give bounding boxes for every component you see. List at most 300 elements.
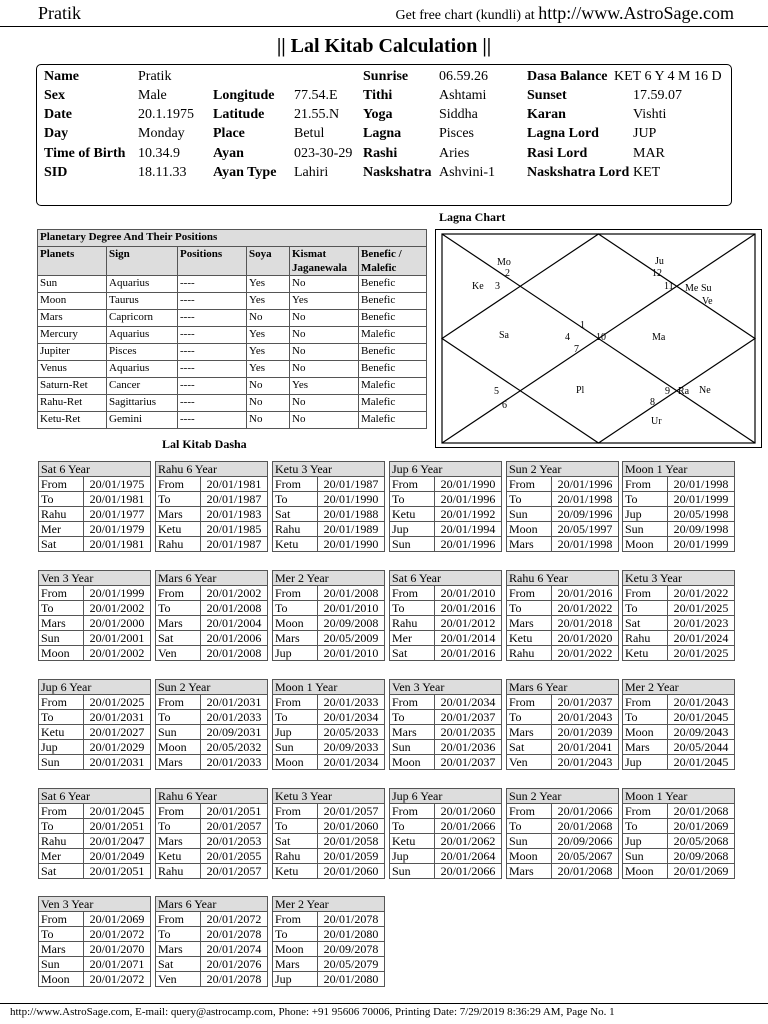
dasha-block-title: Moon 1 Year bbox=[623, 789, 735, 804]
dasha-row bbox=[156, 522, 268, 537]
planet-cell: Aquarius bbox=[107, 327, 178, 344]
dasha-date: 20/01/2000 bbox=[84, 616, 151, 631]
dasha-label: Jup bbox=[390, 849, 435, 864]
info-value: Pisces bbox=[439, 126, 474, 141]
dasha-label: Ketu bbox=[390, 834, 435, 849]
info-value: 10.34.9 bbox=[138, 146, 180, 161]
dasha-date: 20/01/1981 bbox=[201, 477, 268, 492]
dasha-date: 20/01/2035 bbox=[435, 725, 502, 740]
dasha-row bbox=[623, 507, 735, 522]
info-value: 023-30-29 bbox=[294, 146, 353, 161]
dasha-date: 20/05/2067 bbox=[552, 849, 619, 864]
dasha-row bbox=[390, 695, 502, 710]
dasha-row bbox=[390, 725, 502, 740]
dasha-row bbox=[39, 710, 151, 725]
planet-cell: Yes bbox=[247, 361, 290, 378]
dasha-date: 20/01/2047 bbox=[84, 834, 151, 849]
dasha-row bbox=[273, 912, 385, 927]
dasha-row bbox=[623, 695, 735, 710]
dasha-label: Rahu bbox=[623, 631, 668, 646]
dasha-row bbox=[273, 616, 385, 631]
dasha-label: From bbox=[39, 695, 84, 710]
planet-cell: No bbox=[247, 395, 290, 412]
dasha-row bbox=[39, 477, 151, 492]
dasha-row bbox=[273, 942, 385, 957]
dasha-label: From bbox=[273, 477, 318, 492]
dasha-date: 20/01/2069 bbox=[668, 819, 735, 834]
dasha-label: To bbox=[507, 819, 552, 834]
dasha-label: To bbox=[623, 601, 668, 616]
dasha-block bbox=[155, 896, 268, 987]
dasha-date: 20/01/2034 bbox=[435, 695, 502, 710]
dasha-label: Jup bbox=[39, 740, 84, 755]
dasha-block bbox=[506, 788, 619, 879]
dasha-date: 20/01/2051 bbox=[84, 819, 151, 834]
planet-row bbox=[38, 395, 427, 412]
dasha-date: 20/01/1999 bbox=[84, 586, 151, 601]
dasha-date: 20/01/2069 bbox=[84, 912, 151, 927]
dasha-label: Jup bbox=[623, 755, 668, 770]
dasha-date: 20/01/1996 bbox=[552, 477, 619, 492]
dasha-row bbox=[156, 972, 268, 987]
dasha-date: 20/01/2058 bbox=[318, 834, 385, 849]
info-label: Place bbox=[213, 126, 245, 141]
dasha-block-title: Ven 3 Year bbox=[39, 571, 151, 586]
dasha-row bbox=[156, 819, 268, 834]
dasha-label: Moon bbox=[390, 755, 435, 770]
dasha-date: 20/01/2020 bbox=[552, 631, 619, 646]
info-value: Pratik bbox=[138, 69, 172, 84]
info-value: Vishti bbox=[633, 107, 667, 122]
dasha-row bbox=[156, 755, 268, 770]
dasha-date: 20/01/1999 bbox=[668, 492, 735, 507]
lagna-label: Sa bbox=[499, 330, 509, 341]
dasha-date: 20/09/2031 bbox=[201, 725, 268, 740]
dasha-label: Moon bbox=[623, 537, 668, 552]
lagna-label: 4 bbox=[565, 332, 570, 343]
dasha-block-title: Sun 2 Year bbox=[156, 680, 268, 695]
dasha-row bbox=[623, 537, 735, 552]
dasha-row bbox=[156, 864, 268, 879]
dasha-row bbox=[507, 710, 619, 725]
dasha-label: Mars bbox=[273, 631, 318, 646]
dasha-label: To bbox=[273, 927, 318, 942]
info-label: Time of Birth bbox=[44, 146, 126, 161]
col-positions: Positions bbox=[178, 247, 247, 276]
info-value: 18.11.33 bbox=[138, 165, 187, 180]
info-value: Ashvini-1 bbox=[439, 165, 495, 180]
lagna-label: 9 bbox=[665, 386, 670, 397]
dasha-row bbox=[507, 834, 619, 849]
dasha-label: To bbox=[156, 927, 201, 942]
dasha-label: To bbox=[273, 710, 318, 725]
dasha-row bbox=[390, 492, 502, 507]
dasha-date: 20/01/2022 bbox=[668, 586, 735, 601]
dasha-row bbox=[390, 477, 502, 492]
dasha-row bbox=[156, 616, 268, 631]
dasha-date: 20/01/2062 bbox=[435, 834, 502, 849]
dasha-block-title: Sat 6 Year bbox=[39, 462, 151, 477]
dasha-label: Ketu bbox=[507, 631, 552, 646]
dasha-row bbox=[39, 537, 151, 552]
info-label: Ayan Type bbox=[213, 165, 277, 180]
dasha-date: 20/01/2066 bbox=[435, 864, 502, 879]
planet-cell: No bbox=[290, 344, 359, 361]
dasha-block bbox=[272, 896, 385, 987]
lagna-label: Ve bbox=[702, 296, 713, 307]
dasha-label: Sun bbox=[623, 849, 668, 864]
info-label: Karan bbox=[527, 107, 566, 122]
dasha-row bbox=[390, 586, 502, 601]
lagna-label: 5 bbox=[494, 386, 499, 397]
dasha-row bbox=[507, 804, 619, 819]
dasha-date: 20/01/1990 bbox=[318, 537, 385, 552]
lagna-label: 8 bbox=[650, 397, 655, 408]
planet-cell: Yes bbox=[247, 327, 290, 344]
dasha-label: Moon bbox=[156, 740, 201, 755]
info-label: Lagna Lord bbox=[527, 126, 599, 141]
header-name: Pratik bbox=[38, 3, 81, 23]
dasha-block-title: Mars 6 Year bbox=[156, 897, 268, 912]
dasha-row bbox=[390, 507, 502, 522]
dasha-date: 20/01/2002 bbox=[84, 601, 151, 616]
dasha-date: 20/01/2041 bbox=[552, 740, 619, 755]
dasha-date: 20/01/2008 bbox=[201, 646, 268, 661]
dasha-date: 20/01/2002 bbox=[201, 586, 268, 601]
dasha-row bbox=[507, 507, 619, 522]
dasha-label: Sat bbox=[390, 646, 435, 661]
dasha-row bbox=[273, 586, 385, 601]
dasha-date: 20/01/1981 bbox=[84, 537, 151, 552]
dasha-date: 20/01/2066 bbox=[435, 819, 502, 834]
planetary-table-body bbox=[38, 276, 427, 429]
dasha-row bbox=[39, 957, 151, 972]
dasha-row bbox=[623, 804, 735, 819]
dasha-date: 20/01/2034 bbox=[318, 755, 385, 770]
dasha-label: Jup bbox=[623, 834, 668, 849]
dasha-row bbox=[273, 477, 385, 492]
dasha-label: Moon bbox=[273, 616, 318, 631]
dasha-row bbox=[623, 725, 735, 740]
dasha-row bbox=[156, 725, 268, 740]
info-value: KET 6 Y 4 M 16 D bbox=[614, 69, 722, 84]
lagna-label: Ra bbox=[678, 386, 690, 397]
planet-cell: Mercury bbox=[38, 327, 107, 344]
dasha-row bbox=[156, 942, 268, 957]
dasha-date: 20/01/2024 bbox=[668, 631, 735, 646]
planet-row bbox=[38, 361, 427, 378]
dasha-label: From bbox=[623, 804, 668, 819]
planet-cell: Cancer bbox=[107, 378, 178, 395]
dasha-row bbox=[156, 804, 268, 819]
dasha-date: 20/01/1987 bbox=[201, 492, 268, 507]
dasha-row bbox=[390, 710, 502, 725]
dasha-block bbox=[155, 679, 268, 770]
dasha-block bbox=[389, 788, 502, 879]
dasha-date: 20/01/1988 bbox=[318, 507, 385, 522]
dasha-label: Moon bbox=[623, 725, 668, 740]
dasha-block-title: Mer 2 Year bbox=[273, 897, 385, 912]
dasha-row bbox=[507, 631, 619, 646]
dasha-block-title: Rahu 6 Year bbox=[156, 462, 268, 477]
dasha-label: From bbox=[39, 477, 84, 492]
dasha-date: 20/01/2076 bbox=[201, 957, 268, 972]
dasha-date: 20/01/1992 bbox=[435, 507, 502, 522]
planet-cell: Aquarius bbox=[107, 276, 178, 293]
planet-cell: Sun bbox=[38, 276, 107, 293]
dasha-label: To bbox=[156, 710, 201, 725]
dasha-row bbox=[507, 616, 619, 631]
planet-cell: ---- bbox=[178, 276, 247, 293]
info-value: Monday bbox=[138, 126, 185, 141]
dasha-row bbox=[390, 849, 502, 864]
dasha-date: 20/01/2036 bbox=[435, 740, 502, 755]
dasha-label: Sat bbox=[273, 834, 318, 849]
dasha-block-title: Mars 6 Year bbox=[507, 680, 619, 695]
dasha-row bbox=[39, 912, 151, 927]
info-value: KET bbox=[633, 165, 661, 180]
dasha-row bbox=[390, 864, 502, 879]
dasha-row bbox=[273, 601, 385, 616]
dasha-label: Moon bbox=[39, 646, 84, 661]
dasha-row bbox=[273, 864, 385, 879]
dasha-date: 20/01/1983 bbox=[201, 507, 268, 522]
info-value: Aries bbox=[439, 146, 470, 161]
dasha-date: 20/01/2010 bbox=[435, 586, 502, 601]
dasha-label: Ven bbox=[156, 646, 201, 661]
dasha-date: 20/09/2008 bbox=[318, 616, 385, 631]
planet-cell: Yes bbox=[247, 293, 290, 310]
info-value: Male bbox=[138, 88, 167, 103]
dasha-label: To bbox=[156, 819, 201, 834]
dasha-label: To bbox=[507, 601, 552, 616]
dasha-label: From bbox=[390, 804, 435, 819]
lagna-chart-title: Lagna Chart bbox=[439, 210, 506, 224]
dasha-row bbox=[390, 755, 502, 770]
dasha-label: To bbox=[390, 492, 435, 507]
dasha-date: 20/01/2068 bbox=[668, 804, 735, 819]
dasha-date: 20/09/2066 bbox=[552, 834, 619, 849]
dasha-date: 20/01/2037 bbox=[552, 695, 619, 710]
dasha-row bbox=[507, 586, 619, 601]
dasha-row bbox=[273, 927, 385, 942]
dasha-date: 20/01/2008 bbox=[318, 586, 385, 601]
planet-cell: ---- bbox=[178, 395, 247, 412]
dasha-row bbox=[390, 522, 502, 537]
dasha-block-title: Jup 6 Year bbox=[390, 462, 502, 477]
dasha-date: 20/01/2060 bbox=[318, 819, 385, 834]
dasha-block bbox=[622, 679, 735, 770]
dasha-label: Sun bbox=[507, 507, 552, 522]
dasha-date: 20/01/2002 bbox=[84, 646, 151, 661]
planet-cell: Pisces bbox=[107, 344, 178, 361]
planet-cell: Benefic bbox=[359, 344, 427, 361]
dasha-label: Jup bbox=[390, 522, 435, 537]
dasha-row bbox=[507, 849, 619, 864]
dasha-label: To bbox=[39, 492, 84, 507]
planet-cell: Benefic bbox=[359, 310, 427, 327]
info-value: Betul bbox=[294, 126, 325, 141]
dasha-date: 20/01/1996 bbox=[435, 537, 502, 552]
dasha-label: From bbox=[39, 586, 84, 601]
planet-cell: ---- bbox=[178, 412, 247, 429]
dasha-date: 20/01/2072 bbox=[84, 927, 151, 942]
dasha-date: 20/01/2072 bbox=[201, 912, 268, 927]
dasha-date: 20/01/2053 bbox=[201, 834, 268, 849]
dasha-row bbox=[273, 537, 385, 552]
dasha-row bbox=[273, 834, 385, 849]
dasha-label: Mars bbox=[39, 942, 84, 957]
planet-cell: ---- bbox=[178, 293, 247, 310]
info-value: MAR bbox=[633, 146, 665, 161]
dasha-block bbox=[38, 679, 151, 770]
dasha-label: Ven bbox=[507, 755, 552, 770]
dasha-date: 20/01/2027 bbox=[84, 725, 151, 740]
dasha-row bbox=[156, 477, 268, 492]
planet-cell: Yes bbox=[247, 344, 290, 361]
lagna-label: Su bbox=[701, 283, 712, 294]
dasha-label: From bbox=[156, 912, 201, 927]
dasha-row bbox=[273, 695, 385, 710]
dasha-label: To bbox=[273, 601, 318, 616]
dasha-block bbox=[389, 570, 502, 661]
dasha-row bbox=[156, 740, 268, 755]
dasha-block-title: Rahu 6 Year bbox=[507, 571, 619, 586]
dasha-label: To bbox=[623, 710, 668, 725]
dasha-date: 20/01/2078 bbox=[201, 972, 268, 987]
dasha-block bbox=[272, 570, 385, 661]
lagna-label: Ju bbox=[655, 256, 664, 267]
info-value: Ashtami bbox=[439, 88, 487, 103]
lagna-label: 7 bbox=[574, 344, 579, 355]
dasha-date: 20/01/2034 bbox=[318, 710, 385, 725]
lagna-label: Ne bbox=[699, 385, 711, 396]
astrosage-link[interactable]: http://www.AstroSage.com bbox=[538, 3, 734, 23]
dasha-row bbox=[623, 631, 735, 646]
dasha-label: Mars bbox=[39, 616, 84, 631]
planet-cell: No bbox=[247, 310, 290, 327]
dasha-block bbox=[622, 570, 735, 661]
planet-cell: Aquarius bbox=[107, 361, 178, 378]
dasha-row bbox=[273, 725, 385, 740]
dasha-row bbox=[39, 695, 151, 710]
dasha-row bbox=[623, 492, 735, 507]
dasha-date: 20/01/2008 bbox=[201, 601, 268, 616]
dasha-date: 20/01/2016 bbox=[435, 601, 502, 616]
dasha-date: 20/01/2080 bbox=[318, 972, 385, 987]
dasha-block bbox=[155, 788, 268, 879]
dasha-row bbox=[39, 631, 151, 646]
dasha-row bbox=[39, 601, 151, 616]
dasha-row bbox=[273, 957, 385, 972]
dasha-row bbox=[156, 834, 268, 849]
info-label: Dasa Balance bbox=[527, 69, 608, 84]
planet-cell: Benefic bbox=[359, 361, 427, 378]
dasha-date: 20/01/2022 bbox=[552, 646, 619, 661]
dasha-label: Mars bbox=[156, 616, 201, 631]
planet-row bbox=[38, 276, 427, 293]
dasha-row bbox=[507, 601, 619, 616]
dasha-label: Mars bbox=[156, 755, 201, 770]
dasha-row bbox=[623, 740, 735, 755]
dasha-row bbox=[273, 972, 385, 987]
dasha-date: 20/01/1998 bbox=[552, 537, 619, 552]
dasha-row bbox=[39, 819, 151, 834]
dasha-date: 20/05/2032 bbox=[201, 740, 268, 755]
dasha-block-title: Sat 6 Year bbox=[39, 789, 151, 804]
planet-row bbox=[38, 327, 427, 344]
dasha-row bbox=[156, 927, 268, 942]
dasha-label: From bbox=[507, 477, 552, 492]
dasha-row bbox=[507, 755, 619, 770]
dasha-date: 20/01/2039 bbox=[552, 725, 619, 740]
dasha-label: Mars bbox=[156, 942, 201, 957]
dasha-date: 20/01/2049 bbox=[84, 849, 151, 864]
dasha-date: 20/01/2051 bbox=[201, 804, 268, 819]
dasha-label: Sun bbox=[39, 755, 84, 770]
dasha-row bbox=[390, 834, 502, 849]
dasha-row bbox=[623, 834, 735, 849]
planet-cell: Ketu-Ret bbox=[38, 412, 107, 429]
dasha-date: 20/01/2037 bbox=[435, 710, 502, 725]
planet-cell: Benefic bbox=[359, 276, 427, 293]
dasha-date: 20/01/2066 bbox=[552, 804, 619, 819]
info-value: 77.54.E bbox=[294, 88, 338, 103]
dasha-label: Mars bbox=[156, 834, 201, 849]
dasha-row bbox=[273, 507, 385, 522]
footer-divider bbox=[0, 1003, 768, 1004]
dasha-block-title: Jup 6 Year bbox=[390, 789, 502, 804]
dasha-date: 20/01/2078 bbox=[318, 912, 385, 927]
dasha-date: 20/01/1998 bbox=[552, 492, 619, 507]
dasha-block bbox=[622, 788, 735, 879]
dasha-row bbox=[273, 522, 385, 537]
dasha-date: 20/01/2043 bbox=[552, 755, 619, 770]
dasha-label: From bbox=[39, 804, 84, 819]
dasha-row bbox=[623, 522, 735, 537]
dasha-date: 20/01/2072 bbox=[84, 972, 151, 987]
dasha-date: 20/01/2060 bbox=[435, 804, 502, 819]
dasha-label: From bbox=[623, 586, 668, 601]
planet-cell: Malefic bbox=[359, 395, 427, 412]
dasha-date: 20/05/1998 bbox=[668, 507, 735, 522]
dasha-label: Ketu bbox=[273, 864, 318, 879]
planet-cell: ---- bbox=[178, 327, 247, 344]
dasha-label: To bbox=[390, 710, 435, 725]
planetary-table bbox=[37, 229, 427, 429]
dasha-date: 20/01/2025 bbox=[668, 646, 735, 661]
dasha-label: Ketu bbox=[623, 646, 668, 661]
info-value: Lahiri bbox=[294, 165, 329, 180]
dasha-date: 20/01/2069 bbox=[668, 864, 735, 879]
dasha-label: Sun bbox=[390, 740, 435, 755]
dasha-date: 20/05/2033 bbox=[318, 725, 385, 740]
info-label: Day bbox=[44, 126, 69, 141]
dasha-date: 20/09/2043 bbox=[668, 725, 735, 740]
dasha-date: 20/01/2060 bbox=[318, 864, 385, 879]
info-label: Naskshatra bbox=[363, 165, 432, 180]
dasha-row bbox=[507, 522, 619, 537]
planetary-table-caption: Planetary Degree And Their Positions bbox=[38, 230, 427, 247]
dasha-date: 20/05/2068 bbox=[668, 834, 735, 849]
dasha-date: 20/01/2012 bbox=[435, 616, 502, 631]
dasha-date: 20/01/2068 bbox=[552, 819, 619, 834]
planet-cell: ---- bbox=[178, 361, 247, 378]
dasha-row bbox=[273, 631, 385, 646]
lagna-label: Ur bbox=[651, 416, 662, 427]
dasha-date: 20/01/2043 bbox=[668, 695, 735, 710]
dasha-row bbox=[623, 586, 735, 601]
